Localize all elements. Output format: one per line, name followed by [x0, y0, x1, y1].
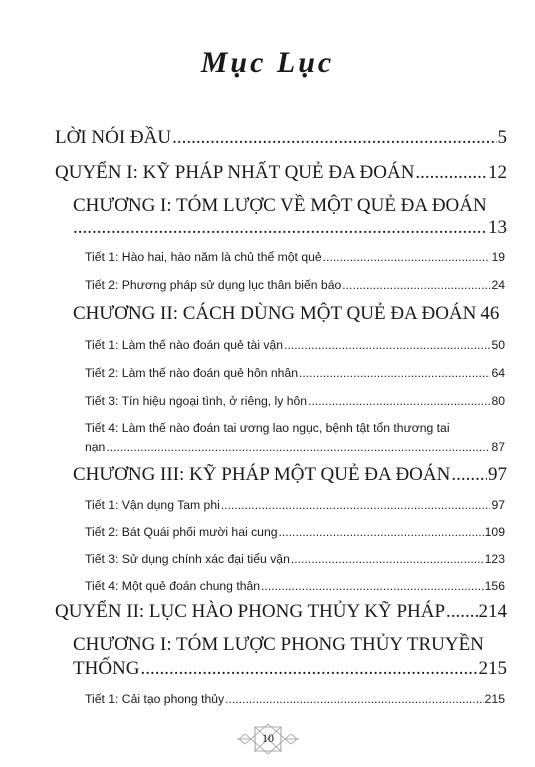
- dot-leader: [299, 366, 490, 380]
- toc-entry-q1-ch3-tiet-2[interactable]: Tiết 2: Bát Quái phối mười hai cung ..... 109: [85, 525, 505, 539]
- toc-entry-quyen-2[interactable]: QUYỂN II: LỤC HÀO PHONG THỦY KỸ PHÁP ..... 214: [55, 601, 507, 623]
- toc-entry-q1-ch2-tiet-3[interactable]: Tiết 3: Tín hiệu ngoại tình, ở riêng, ly hôn ..... 80: [85, 394, 505, 408]
- toc-entry-q2-ch1-tiet-1[interactable]: Tiết 1: Cải tạo phong thủy ..... 215: [85, 692, 505, 706]
- toc-title: Mục Lục: [200, 46, 335, 79]
- toc-entry-q1-chuong-1-line1[interactable]: CHƯƠNG I: TÓM LƯỢC VỀ MỘT QUẺ ĐA ĐOÁN: [73, 195, 487, 216]
- dot-leader: [261, 579, 484, 593]
- toc-entry-q2-chuong-1-line1[interactable]: CHƯƠNG I: TÓM LƯỢC PHONG THỦY TRUYỀN: [73, 634, 484, 655]
- toc-entry-loi-noi-dau[interactable]: LỜI NÓI ĐẦU ..... 5: [55, 127, 507, 149]
- toc-entry-q1-ch3-tiet-3[interactable]: Tiết 3: Sử dụng chính xác đại tiểu vận ..... 123: [85, 552, 505, 566]
- dot-leader: [342, 278, 490, 292]
- toc-entry-q1-ch1-tiet-1[interactable]: Tiết 1: Hào hai, hào năm là chủ thể một quẻ ..... 19: [85, 250, 505, 264]
- dot-leader: [172, 127, 496, 149]
- toc-entry-q1-chuong-2[interactable]: CHƯƠNG II: CÁCH DÙNG MỘT QUẺ ĐA ĐOÁN 46: [73, 303, 500, 324]
- toc-entry-q1-chuong-1[interactable]: ..... 13: [73, 217, 507, 239]
- dot-leader: [106, 440, 490, 454]
- dot-leader: [308, 394, 490, 408]
- footer-page-number: 10: [235, 724, 301, 754]
- dot-leader: [279, 525, 484, 539]
- toc-entry-q2-chuong-1[interactable]: THỐNG ..... 215: [73, 658, 507, 680]
- dot-leader: [73, 217, 487, 239]
- toc-entry-q1-ch2-tiet-1[interactable]: Tiết 1: Làm thế nào đoán quẻ tài vận ..... 50: [85, 338, 505, 352]
- toc-entry-q1-ch3-tiet-4[interactable]: Tiết 4: Một quẻ đoán chung thân ..... 156: [85, 579, 505, 593]
- toc-entry-q1-chuong-3[interactable]: CHƯƠNG III: KỸ PHÁP MỘT QUẺ ĐA ĐOÁN ..... 97: [73, 464, 507, 486]
- toc-entry-quyen-1[interactable]: QUYỂN I: KỸ PHÁP NHẤT QUẺ ĐA ĐOÁN ..... 12: [55, 162, 507, 184]
- toc-entry-q1-ch1-tiet-2[interactable]: Tiết 2: Phương pháp sử dụng lục thân biến báo ..... 24: [85, 278, 505, 292]
- toc-entry-q1-ch2-tiet-4-line1[interactable]: Tiết 4: Làm thế nào đoán tai ương lao ngục, bệnh tật tổn thương tai: [85, 421, 450, 435]
- toc-entry-q1-ch2-tiet-4[interactable]: nạn ..... 87: [85, 440, 505, 454]
- toc-entry-q1-ch2-tiet-2[interactable]: Tiết 2: Làm thế nào đoán quẻ hôn nhân ..... 64: [85, 366, 505, 380]
- dot-leader: [221, 498, 491, 512]
- dot-leader: [225, 692, 484, 706]
- dot-leader: [451, 464, 487, 486]
- dot-leader: [446, 601, 477, 623]
- toc-entry-q1-ch3-tiet-1[interactable]: Tiết 1: Vận dụng Tam phi ..... 97: [85, 498, 505, 512]
- dot-leader: [141, 658, 478, 680]
- dot-leader: [415, 162, 487, 184]
- dot-leader: [284, 338, 490, 352]
- dot-leader: [291, 552, 484, 566]
- dot-leader: [323, 250, 491, 264]
